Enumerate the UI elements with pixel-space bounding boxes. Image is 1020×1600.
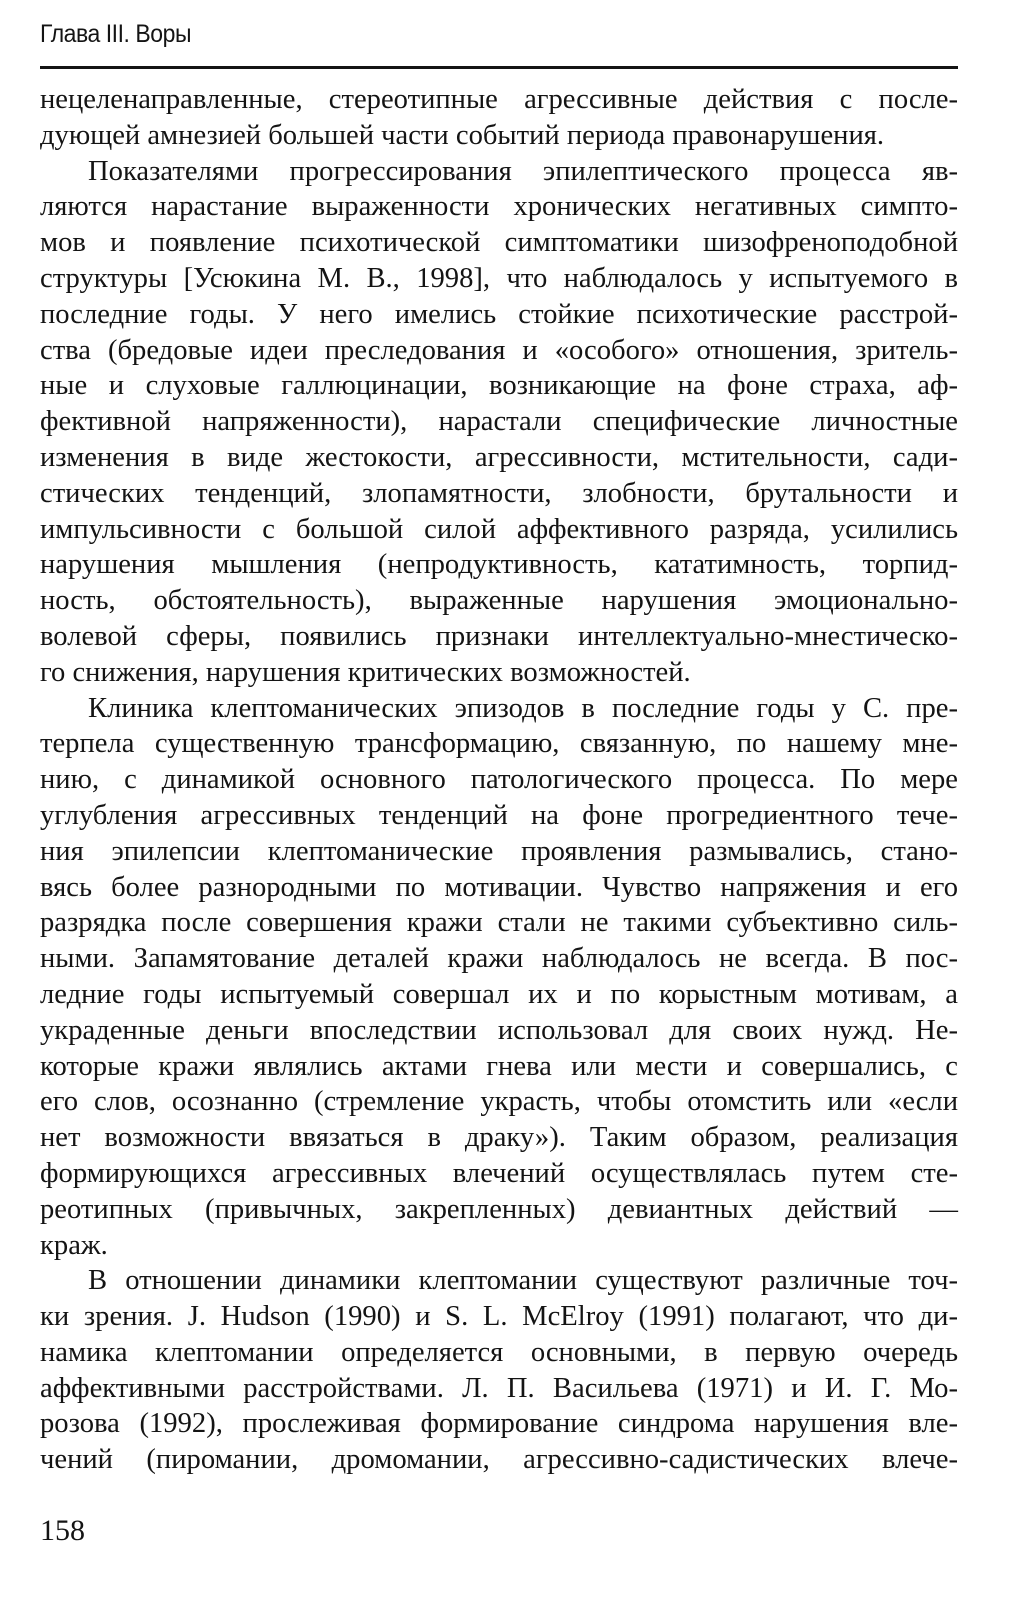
text-line: структуры [Усюкина М. В., 1998], что наблюдалось у испытуемого в	[40, 262, 958, 294]
paragraph	[40, 82, 958, 154]
text-line: терпела существенную трансформацию, связанную, по нашему мне-	[40, 728, 958, 760]
text-line: дующей амнезией большей части событий периода правонарушения.	[40, 119, 885, 151]
text-line: волевой сферы, появились признаки интеллектуально-мнестическо-	[40, 620, 958, 652]
text-line: вясь более разнородными по мотивации. Чувство напряжения и его	[40, 871, 958, 903]
body-text	[40, 82, 958, 1478]
text-line: украденные деньги впоследствии использовал для своих нужд. Не-	[40, 1014, 958, 1046]
text-line: последние годы. У него имелись стойкие психотические расстрой-	[40, 298, 958, 330]
text-line: чений (пиромании, дромомании, агрессивно-садистических влече-	[40, 1444, 958, 1476]
text-line: Показателями прогрессирования эпилептического процесса яв-	[88, 155, 958, 187]
text-line: ства (бредовые идеи преследования и «особого» отношения, зритель-	[40, 334, 958, 366]
text-line: намика клептомании определяется основными, в первую очередь	[40, 1336, 958, 1368]
text-line: ледние годы испытуемый совершал их и по корыстным мотивам, а	[40, 978, 958, 1010]
text-line: нецеленаправленные, стереотипные агрессивные действия с после-	[40, 84, 958, 115]
text-line: формирующихся агрессивных влечений осуществлялась путем сте-	[40, 1157, 958, 1189]
text-line: стических тенденций, злопамятности, злобности, брутальности и	[40, 477, 958, 509]
text-line: го снижения, нарушения критических возможностей.	[40, 656, 691, 688]
running-head: Глава III. Воры	[40, 20, 192, 48]
text-line: углубления агрессивных тенденций на фоне прогредиентного тече-	[40, 799, 958, 831]
text-line: нию, с динамикой основного патологического процесса. По мере	[40, 764, 958, 796]
page-number: 158	[40, 1514, 85, 1547]
text-line: ния эпилепсии клептоманические проявления размывались, стано-	[40, 835, 958, 867]
paragraph	[40, 691, 958, 1264]
text-line: краж.	[40, 1229, 108, 1261]
text-line: ки зрения. J. Hudson (1990) и S. L. McElroy (1991) полагают, что ди-	[40, 1301, 958, 1333]
text-line: изменения в виде жестокости, агрессивности, мстительности, сади-	[40, 441, 958, 473]
text-line: ляются нарастание выраженности хронических негативных симпто-	[40, 191, 958, 223]
text-line: ные и слуховые галлюцинации, возникающие на фоне страха, аф-	[40, 370, 958, 402]
text-line: реотипных (привычных, закрепленных) девиантных действий —	[40, 1193, 958, 1225]
text-line: Клиника клептоманических эпизодов в последние годы у С. пре-	[88, 692, 958, 724]
text-line: нарушения мышления (непродуктивность, кататимность, торпид-	[40, 549, 958, 581]
text-line: ность, обстоятельность), выраженные нарушения эмоционально-	[40, 585, 958, 617]
text-line: аффективными расстройствами. Л. П. Васильева (1971) и И. Г. Мо-	[40, 1372, 958, 1404]
text-line: ными. Запамятование деталей кражи наблюдалось не всегда. В пос-	[40, 943, 958, 975]
text-line: фективной напряженности), нарастали специфические личностные	[40, 406, 958, 438]
text-line: разрядка после совершения кражи стали не такими субъективно силь-	[40, 907, 958, 939]
paragraph	[40, 1263, 958, 1478]
header-rule	[40, 66, 958, 69]
text-line: нет возможности ввязаться в драку»). Таким образом, реализация	[40, 1122, 958, 1154]
text-line: импульсивности с большой силой аффективного разряда, усилились	[40, 513, 958, 545]
paragraph	[40, 154, 958, 691]
text-line: мов и появление психотической симптоматики шизофреноподобной	[40, 227, 958, 259]
text-line: розова (1992), прослеживая формирование синдрома нарушения вле-	[40, 1408, 958, 1440]
text-line: его слов, осознанно (стремление украсть, чтобы отомстить или «если	[40, 1086, 958, 1118]
text-line: В отношении динамики клептомании существуют различные точ-	[88, 1265, 958, 1297]
text-line: которые кражи являлись актами гнева или мести и совершались, с	[40, 1050, 958, 1082]
